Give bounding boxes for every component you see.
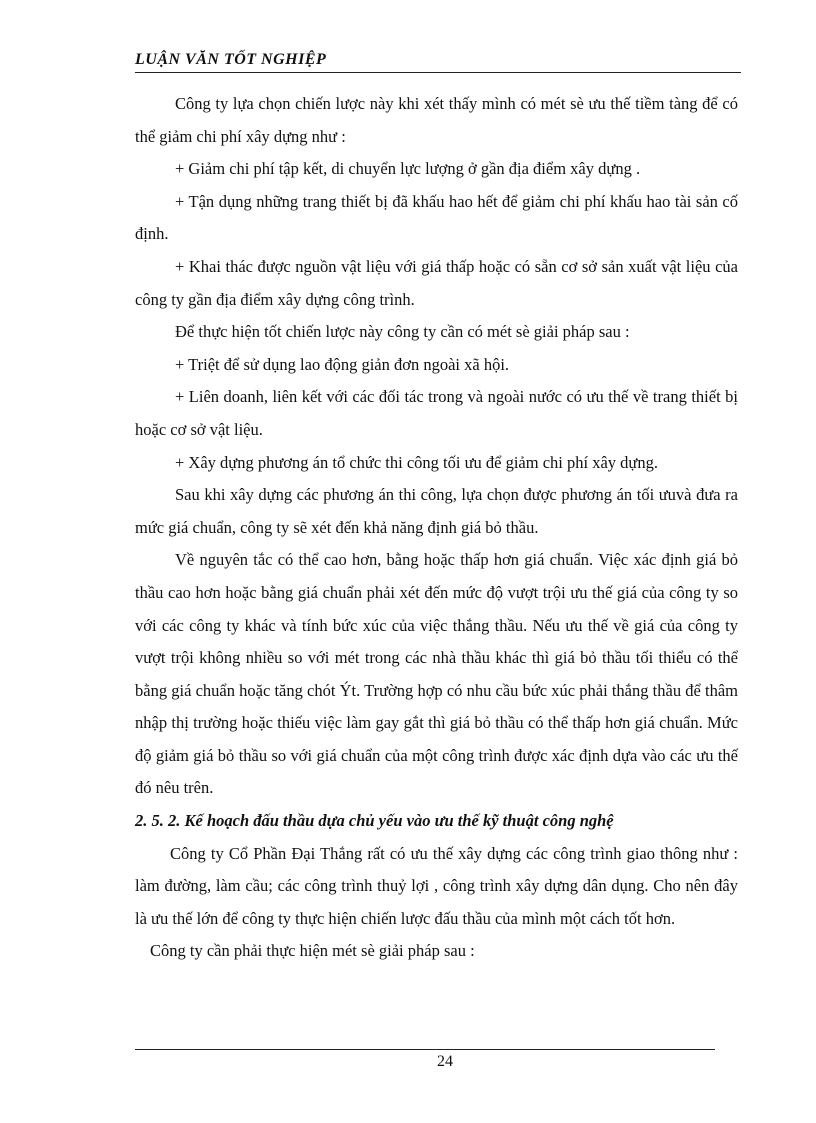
paragraph: Sau khi xây dựng các phương án thi công, lựa chọn được phương án tối ưuvà đưa ra mức giá chuẩn, công ty sẽ xét đến khả năng định giá bỏ thầu. — [135, 485, 738, 537]
page-header — [135, 50, 741, 73]
bullet-item: + Khai thác được nguồn vật liệu với giá thấp hoặc có sẵn cơ sở sản xuất vật liệu của công ty gần địa điểm xây dựng công trình. — [135, 256, 738, 309]
paragraph: Để thực hiện tốt chiến lược này công ty cần có mét sè giải pháp sau : — [175, 322, 630, 342]
bullet-item: + Tận dụng những trang thiết bị đã khấu hao hết để giảm chi phí khấu hao tài sản cố định. — [135, 191, 738, 244]
paragraph: Công ty Cổ Phần Đại Thắng rất có ưu thế xây dựng các công trình giao thông như : làm đường, làm cầu; các công trình thuỷ lợi , công trình xây dựng dân dụng. Cho nên đây là ưu thế lớn để công ty thực hiện chiến lược đấu thầu của mình một cách tốt hơn. — [135, 843, 738, 928]
section-heading: 2. 5. 2. Kế hoạch đấu thầu dựa chủ yếu vào ưu thế kỹ thuật công nghệ — [135, 811, 614, 831]
document-body — [135, 88, 738, 968]
header-title: LUẬN VĂN TỐT NGHIỆP — [135, 51, 327, 68]
page-number: 24 — [437, 1053, 453, 1070]
paragraph: Công ty cần phải thực hiện mét sè giải pháp sau : — [150, 941, 475, 961]
bullet-item: + Triệt để sử dụng lao động giản đơn ngoài xã hội. — [175, 354, 510, 374]
bullet-item: + Giảm chi phí tập kết, di chuyển lực lượng ở gần địa điểm xây dựng . — [175, 159, 641, 179]
bullet-item: + Liên doanh, liên kết với các đối tác trong và ngoài nước có ưu thế về trang thiết bị hoặc cơ sở vật liệu. — [135, 387, 738, 439]
bullet-item: + Xây dựng phương án tổ chức thi công tối ưu để giảm chi phí xây dựng. — [175, 452, 658, 472]
footer-divider — [135, 1049, 715, 1050]
paragraph: Công ty lựa chọn chiến lược này khi xét thấy mình có mét sè ưu thế tiềm tàng để có thể giảm chi phí xây dựng như : — [135, 94, 738, 146]
paragraph: Về nguyên tắc có thể cao hơn, bằng hoặc thấp hơn giá chuẩn. Việc xác định giá bỏ thầu cao hơn hoặc bằng giá chuẩn phải xét đến mức độ vượt trội ưu thế giá của công ty so với các công ty khác và tính bức xúc của việc thắng thầu. Nếu ưu thế về giá của công ty vượt trội không nhiều so với mét trong các nhà thầu khác thì giá bỏ thầu tối thiểu có thể bằng giá chuẩn hoặc tăng chót Ýt. Trường hợp có nhu cầu bức xúc phải thắng thầu để thâm nhập thị trường hoặc thiếu việc làm gay gắt thì giá bỏ thầu có thể thấp hơn giá chuẩn. Mức độ giảm giá bỏ thầu so với giá chuẩn của một công trình được xác định dựa vào các ưu thế đó nêu trên. — [135, 550, 738, 798]
